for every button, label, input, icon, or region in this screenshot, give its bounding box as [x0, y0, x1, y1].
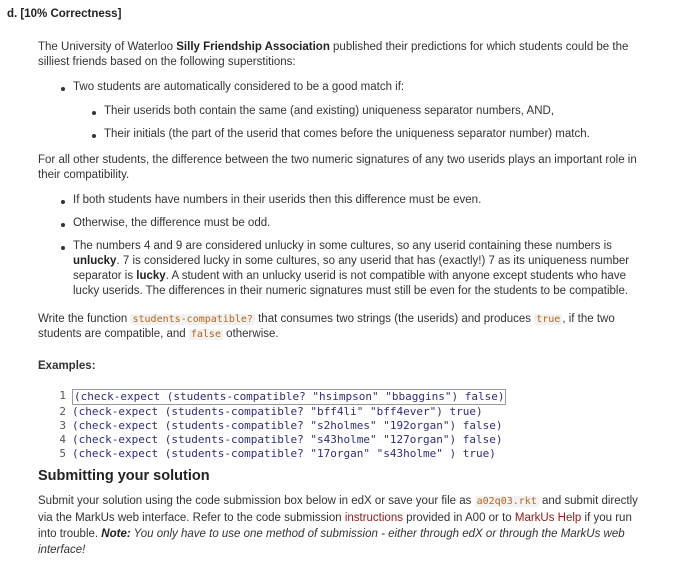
bullet-dot — [61, 200, 65, 204]
filename-code: a02q03.rkt — [476, 496, 537, 507]
match-bullet: Two students are automatically considered to be a good match if: — [73, 81, 405, 93]
markus-help-link[interactable]: MarkUs Help — [514, 512, 582, 524]
bullet-dot — [61, 87, 65, 91]
true-code: true — [536, 314, 561, 325]
write-function-paragraph: Write the function students-compatible? that consumes two strings (the userids) and produces true , if the two students are compatible, and false otherwise. — [38, 313, 615, 340]
code-line: 4 (check-expect (students-compatible? "s43holme" "127organ") false) — [59, 433, 503, 446]
association-name: Silly Friendship Association — [176, 41, 330, 53]
section-heading: d. [10% Correctness] — [7, 8, 122, 20]
code-example-block[interactable] — [48, 389, 506, 461]
intro-paragraph: The University of Waterloo Silly Friendship Association published their predictions for which students could be the silliest friends based on the following superstitions: — [38, 41, 629, 68]
code-line: 5 (check-expect (students-compatible? "17organ" "s43holme" ) true) — [59, 447, 496, 460]
rule-lucky: The numbers 4 and 9 are considered unlucky in some cultures, so any userid containing these numbers is unlucky. 7 is considered lucky in some cultures, so any userid that has (exactly!) 7 as its uniqueness number separator is lucky. A student with an unlucky userid is not compatible with anyone except students who have lucky userids. The differences in their numeric signatures must still be even for the students to be compatible. — [73, 240, 630, 297]
false-code: false — [190, 329, 221, 340]
function-name-code: students-compatible? — [132, 314, 253, 325]
bullet-dot — [92, 134, 96, 138]
rule-even: If both students have numbers in their userids then this difference must be even. — [73, 194, 482, 206]
submit-paragraph: Submit your solution using the code submission box below in edX or save your file as a02q03.rkt and submit directly via the MarkUs web interface. Refer to the code submission instructions provided in A00 or to MarkUs Help if you run into trouble. Note: You only have to use one method of submission - either through edX or through the MarkUs web interface! — [38, 495, 638, 556]
code-line: 1 (check-expect (students-compatible? "hsimpson" "bbaggins") false) — [59, 389, 505, 403]
bullet-dot — [61, 223, 65, 227]
rule-odd: Otherwise, the difference must be odd. — [73, 217, 271, 229]
submitting-title: Submitting your solution — [38, 468, 210, 484]
code-line: 3 (check-expect (students-compatible? "s2holmes" "192organ") false) — [59, 419, 503, 432]
other-students-paragraph: For all other students, the difference between the two numeric signatures of any two userids plays an important role in their compatibility. — [38, 154, 637, 181]
sub-bullet-userid: Their userids both contain the same (and existing) uniqueness separator numbers, AND, — [104, 105, 555, 117]
sub-bullet-initials: Their initials (the part of the userid that comes before the uniqueness separator number) match. — [104, 128, 590, 140]
instructions-link[interactable]: instructions — [344, 512, 403, 524]
bullet-dot — [61, 246, 65, 250]
bullet-dot — [92, 111, 96, 115]
code-line: 2 (check-expect (students-compatible? "bff4li" "bff4ever") true) — [59, 405, 483, 418]
examples-title: Examples: — [38, 360, 96, 372]
